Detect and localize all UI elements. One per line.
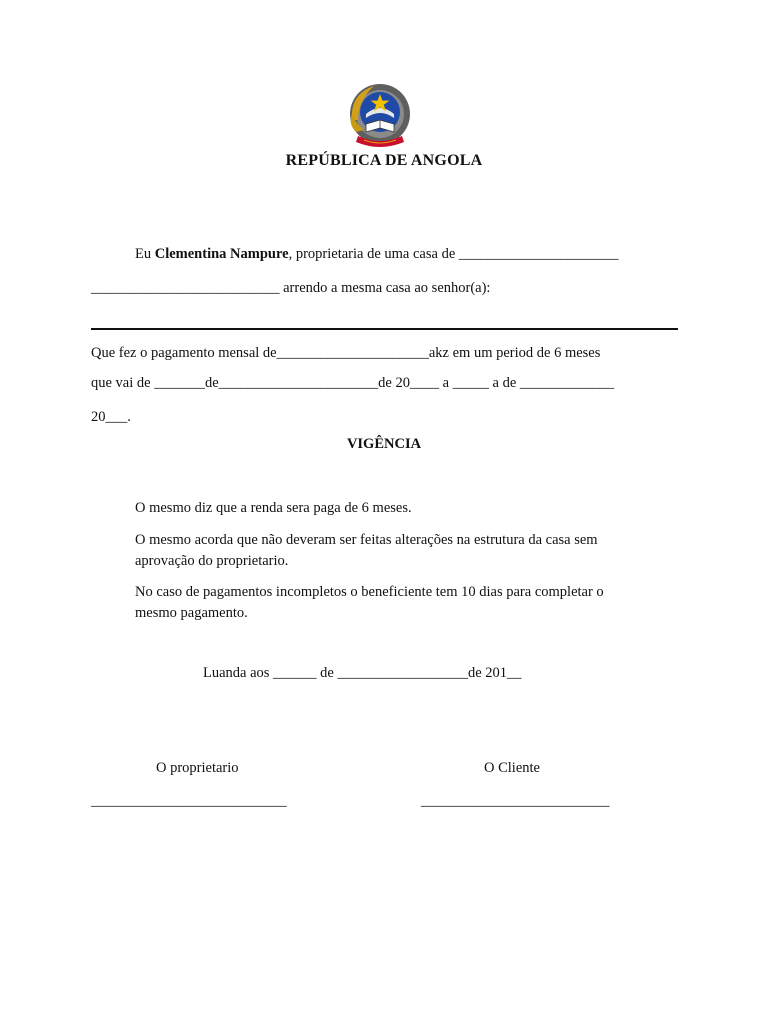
angola-coat-of-arms-icon — [344, 80, 414, 152]
intro-suffix: , proprietaria de uma casa de ______________________ — [288, 246, 619, 262]
clause-3-line-1: No caso de pagamentos incompletos o beneficiente tem 10 dias para completar o — [135, 584, 604, 600]
clause-2-line-1: O mesmo acorda que não deveram ser feitas alterações na estrutura da casa sem — [135, 532, 598, 548]
page-title: REPÚBLICA DE ANGOLA — [285, 152, 483, 169]
intro-prefix: Eu — [135, 246, 155, 262]
clause-2-line-2: aprovação do proprietario. — [135, 553, 289, 569]
client-signature-line: __________________________ — [421, 793, 610, 809]
client-signature-label: O Cliente — [484, 760, 540, 776]
owner-signature-label: O proprietario — [156, 760, 239, 776]
payment-line-1: Que fez o pagamento mensal de_____________________akz em um period de 6 meses — [91, 345, 601, 361]
owner-name: Clementina Nampure — [154, 246, 289, 262]
date-line: Luanda aos ______ de __________________de 201__ — [203, 665, 522, 681]
clause-3 — [135, 582, 604, 624]
intro-line-2: __________________________ arrendo a mesma casa ao senhor(a): — [91, 280, 491, 296]
owner-signature-line: ___________________________ — [91, 793, 287, 809]
payment-line-3: 20___. — [91, 409, 131, 425]
clause-1: O mesmo diz que a renda sera paga de 6 meses. — [135, 500, 412, 516]
clause-2 — [135, 530, 598, 572]
section-heading: VIGÊNCIA — [346, 436, 422, 452]
tenant-name-line — [91, 328, 678, 330]
intro-line-1 — [135, 246, 618, 263]
payment-line-2: que vai de _______de______________________de 20____ a _____ a de _____________ — [91, 375, 615, 391]
clause-3-line-2: mesmo pagamento. — [135, 605, 248, 621]
